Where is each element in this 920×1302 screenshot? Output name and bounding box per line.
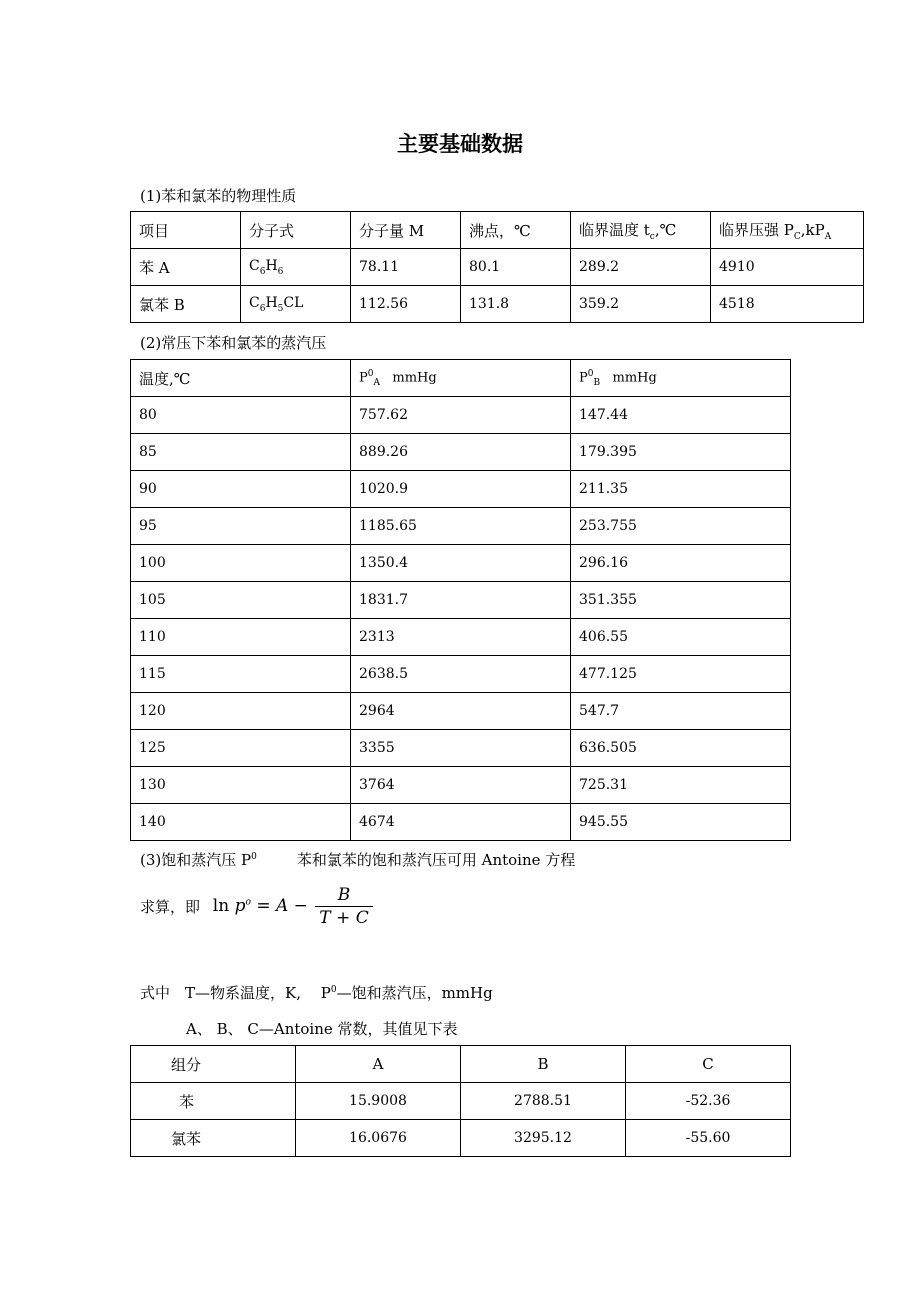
temperature: 120 [131, 693, 351, 730]
temperature: 100 [131, 545, 351, 582]
physical-properties-table [130, 211, 864, 323]
pressure-b: 636.505 [571, 730, 791, 767]
section2-heading: (2)常压下苯和氯苯的蒸汽压 [140, 334, 327, 352]
component-name: 氯苯 [131, 1120, 296, 1157]
temperature: 105 [131, 582, 351, 619]
constant-c: -55.60 [626, 1120, 791, 1157]
temperature: 110 [131, 619, 351, 656]
table-header-row [131, 212, 864, 249]
table-row [131, 619, 791, 656]
table-row [131, 656, 791, 693]
header-pressure-b: $P^0_B$ mmHg [571, 360, 791, 397]
critical-temperature: 289.2 [571, 249, 711, 286]
pressure-a: 2638.5 [351, 656, 571, 693]
pressure-b: 296.16 [571, 545, 791, 582]
pressure-a: 757.62 [351, 397, 571, 434]
pressure-b: 253.755 [571, 508, 791, 545]
constant-b: 2788.51 [461, 1083, 626, 1120]
molecular-formula: $C_6H_5CL$ [241, 286, 351, 323]
pressure-b: 725.31 [571, 767, 791, 804]
antoine-equation-line [140, 884, 373, 929]
temperature: 95 [131, 508, 351, 545]
pressure-b: 945.55 [571, 804, 791, 841]
table-row [131, 286, 864, 323]
temperature: 80 [131, 397, 351, 434]
component-name: 苯 [131, 1083, 296, 1120]
molecular-weight: 78.11 [351, 249, 461, 286]
temperature: 140 [131, 804, 351, 841]
constant-b: 3295.12 [461, 1120, 626, 1157]
boiling-point: 80.1 [461, 249, 571, 286]
temperature: 125 [131, 730, 351, 767]
section3-heading: (3)饱和蒸汽压 $P^0$ 苯和氯苯的饱和蒸汽压可用 Antoine 方程 [140, 851, 576, 869]
critical-pressure: 4518 [711, 286, 864, 323]
component-name: 苯 A [131, 249, 241, 286]
pressure-a: 1831.7 [351, 582, 571, 619]
constant-a: 16.0676 [296, 1120, 461, 1157]
table-row [131, 1120, 791, 1157]
boiling-point: 131.8 [461, 286, 571, 323]
header-c: C [626, 1046, 791, 1083]
constant-a: 15.9008 [296, 1083, 461, 1120]
header-boiling-point: 沸点，℃ [461, 212, 571, 249]
critical-pressure: 4910 [711, 249, 864, 286]
pressure-b: 179.395 [571, 434, 791, 471]
vapor-pressure-table [130, 359, 791, 841]
antoine-constants-table [130, 1045, 791, 1157]
pressure-b: 547.7 [571, 693, 791, 730]
header-formula: 分子式 [241, 212, 351, 249]
constant-c: -52.36 [626, 1083, 791, 1120]
header-pressure-a: $P^0_A$ mmHg [351, 360, 571, 397]
pressure-a: 2313 [351, 619, 571, 656]
pressure-b: 351.355 [571, 582, 791, 619]
equation-legend-1: 式中 T—物系温度，K, $P^0—$饱和蒸汽压，mmHg [140, 984, 493, 1002]
header-b: B [461, 1046, 626, 1083]
header-a: A [296, 1046, 461, 1083]
temperature: 85 [131, 434, 351, 471]
pressure-a: 1350.4 [351, 545, 571, 582]
table-header-row [131, 1046, 791, 1083]
pressure-a: 4674 [351, 804, 571, 841]
molecular-formula: $C_6H_6$ [241, 249, 351, 286]
pressure-a: 3355 [351, 730, 571, 767]
equation-intro: 求算，即 [140, 898, 201, 916]
section1-heading: (1)苯和氯苯的物理性质 [140, 187, 297, 205]
table-header-row [131, 360, 791, 397]
table-row [131, 508, 791, 545]
pressure-b: 477.125 [571, 656, 791, 693]
pressure-b: 406.55 [571, 619, 791, 656]
header-molecular-weight: 分子量 M [351, 212, 461, 249]
header-item: 项目 [131, 212, 241, 249]
header-component: 组分 [131, 1046, 296, 1083]
table-row [131, 545, 791, 582]
temperature: 130 [131, 767, 351, 804]
critical-temperature: 359.2 [571, 286, 711, 323]
table-row [131, 804, 791, 841]
pressure-a: 1020.9 [351, 471, 571, 508]
table-row [131, 730, 791, 767]
table-row [131, 767, 791, 804]
pressure-a: 3764 [351, 767, 571, 804]
table-row [131, 249, 864, 286]
header-critical-temperature: 临界温度 $t_c,℃$ [571, 212, 711, 249]
pressure-b: 147.44 [571, 397, 791, 434]
header-temperature: 温度,℃ [131, 360, 351, 397]
pressure-a: 889.26 [351, 434, 571, 471]
temperature: 115 [131, 656, 351, 693]
antoine-formula: $\ln p^o = A$ − $\frac{B}{T + C}$ [213, 896, 373, 916]
table-row [131, 582, 791, 619]
molecular-weight: 112.56 [351, 286, 461, 323]
table-row [131, 1083, 791, 1120]
header-critical-pressure: 临界压强 $P_C,kP_A$ [711, 212, 864, 249]
table-row [131, 397, 791, 434]
table-row [131, 471, 791, 508]
table-row [131, 693, 791, 730]
component-name: 氯苯 B [131, 286, 241, 323]
page-title: 主要基础数据 [397, 132, 523, 156]
pressure-a: 1185.65 [351, 508, 571, 545]
equation-legend-2: A、 B、 C—Antoine 常数，其值见下表 [186, 1020, 458, 1038]
pressure-b: 211.35 [571, 471, 791, 508]
table-row [131, 434, 791, 471]
temperature: 90 [131, 471, 351, 508]
pressure-a: 2964 [351, 693, 571, 730]
